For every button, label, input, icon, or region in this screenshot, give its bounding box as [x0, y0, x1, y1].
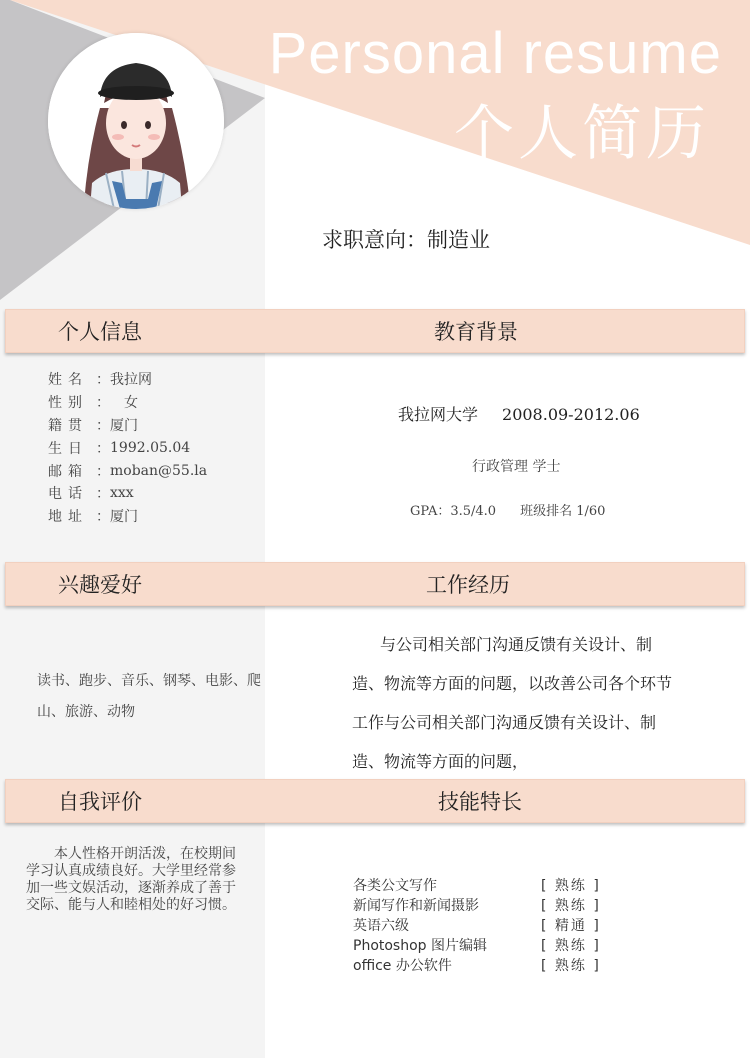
- skill-row: [353, 955, 601, 975]
- info-key: 性别: [48, 395, 88, 412]
- info-row-phone: [48, 482, 207, 505]
- hobbies-text: 读书、跑步、音乐、钢琴、电影、爬山、旅游、动物: [37, 673, 261, 720]
- section-title-skills: 技能特长: [438, 790, 522, 814]
- skill-row: [353, 895, 601, 915]
- education-school: 我拉网大学: [398, 405, 479, 424]
- info-row-email: [48, 459, 207, 482]
- info-key: 籍贯: [48, 417, 88, 434]
- info-row-gender: [48, 391, 207, 414]
- title-english: Personal resume: [268, 21, 722, 86]
- skill-name: 新闻写作和新闻摄影: [353, 898, 479, 914]
- job-intent-label: 求职意向：: [322, 228, 427, 252]
- info-row-hometown: [48, 414, 207, 437]
- info-separator: ：: [96, 486, 110, 503]
- info-row-birthday: [48, 436, 207, 459]
- education-degree: 行政管理 学士: [472, 459, 561, 475]
- self-evaluation-text: 本人性格开朗活泼，在校期间学习认真成绩良好。大学里经常参加一些文娱活动，逐渐养成了善于交际、能与人和睦相处的好习惯。: [26, 846, 236, 913]
- education-date: 2008.09-2012.06: [502, 405, 640, 424]
- info-key: 地址: [48, 509, 88, 526]
- info-value: 厦门: [110, 417, 138, 434]
- section-title-hobbies: 兴趣爱好: [58, 573, 142, 597]
- skill-name: Photoshop 图片编辑: [353, 938, 488, 954]
- skill-level: [ 熟练 ]: [541, 898, 601, 914]
- skill-name: 各类公文写作: [353, 878, 437, 894]
- section-band-3: [5, 779, 745, 823]
- section-band-2: [5, 562, 745, 606]
- skills-list: [353, 875, 601, 975]
- info-separator: ：: [96, 417, 110, 434]
- section-title-self-eval: 自我评价: [58, 790, 142, 814]
- info-separator: ：: [96, 372, 110, 389]
- section-title-education: 教育背景: [434, 320, 518, 344]
- skill-level: [ 熟练 ]: [541, 958, 601, 974]
- work-experience-text: 与公司相关部门沟通反馈有关设计、制造、物流等方面的问题，以改善公司各个环节工作与公司相关部门沟通反馈有关设计、制造、物流等方面的问题，: [352, 635, 673, 771]
- skill-name: 英语六级: [353, 918, 409, 934]
- personal-info-list: [48, 368, 207, 528]
- info-value: moban@55.la: [110, 462, 208, 479]
- education-gpa: GPA：3.5/4.0: [410, 504, 497, 519]
- info-value: 我拉网: [110, 372, 152, 389]
- info-key: 邮箱: [48, 463, 88, 480]
- info-key: 生日: [48, 440, 88, 457]
- job-intent-value: 制造业: [427, 228, 490, 252]
- education-school-line: [398, 402, 640, 425]
- info-value: xxx: [110, 485, 134, 502]
- info-separator: ：: [96, 440, 110, 457]
- section-title-personal-info: 个人信息: [58, 320, 142, 344]
- skill-level: [ 熟练 ]: [541, 878, 601, 894]
- education-score-line: [410, 500, 605, 519]
- info-separator: ：: [96, 463, 110, 480]
- skill-level: [ 精通 ]: [541, 918, 601, 934]
- title-chinese: 个人简历: [454, 99, 710, 169]
- skill-level: [ 熟练 ]: [541, 938, 601, 954]
- skill-name: office 办公软件: [353, 958, 452, 974]
- education-rank: 班级排名 1/60: [520, 504, 606, 519]
- section-band-1: [5, 309, 745, 353]
- info-key: 电话: [48, 486, 88, 503]
- section-title-work: 工作经历: [426, 573, 510, 597]
- info-row-name: [48, 368, 207, 391]
- job-intent: [322, 224, 490, 254]
- info-row-address: [48, 505, 207, 528]
- skill-row: [353, 935, 601, 955]
- skill-row: [353, 875, 601, 895]
- avatar: [48, 33, 224, 209]
- info-key: 姓名: [48, 372, 88, 389]
- info-value: 1992.05.04: [110, 439, 191, 456]
- girl-portrait-icon: [48, 33, 224, 209]
- info-separator: ：: [96, 395, 110, 412]
- info-value: 厦门: [110, 509, 138, 526]
- info-value: 女: [110, 395, 138, 412]
- skill-row: [353, 915, 601, 935]
- info-separator: ：: [96, 509, 110, 526]
